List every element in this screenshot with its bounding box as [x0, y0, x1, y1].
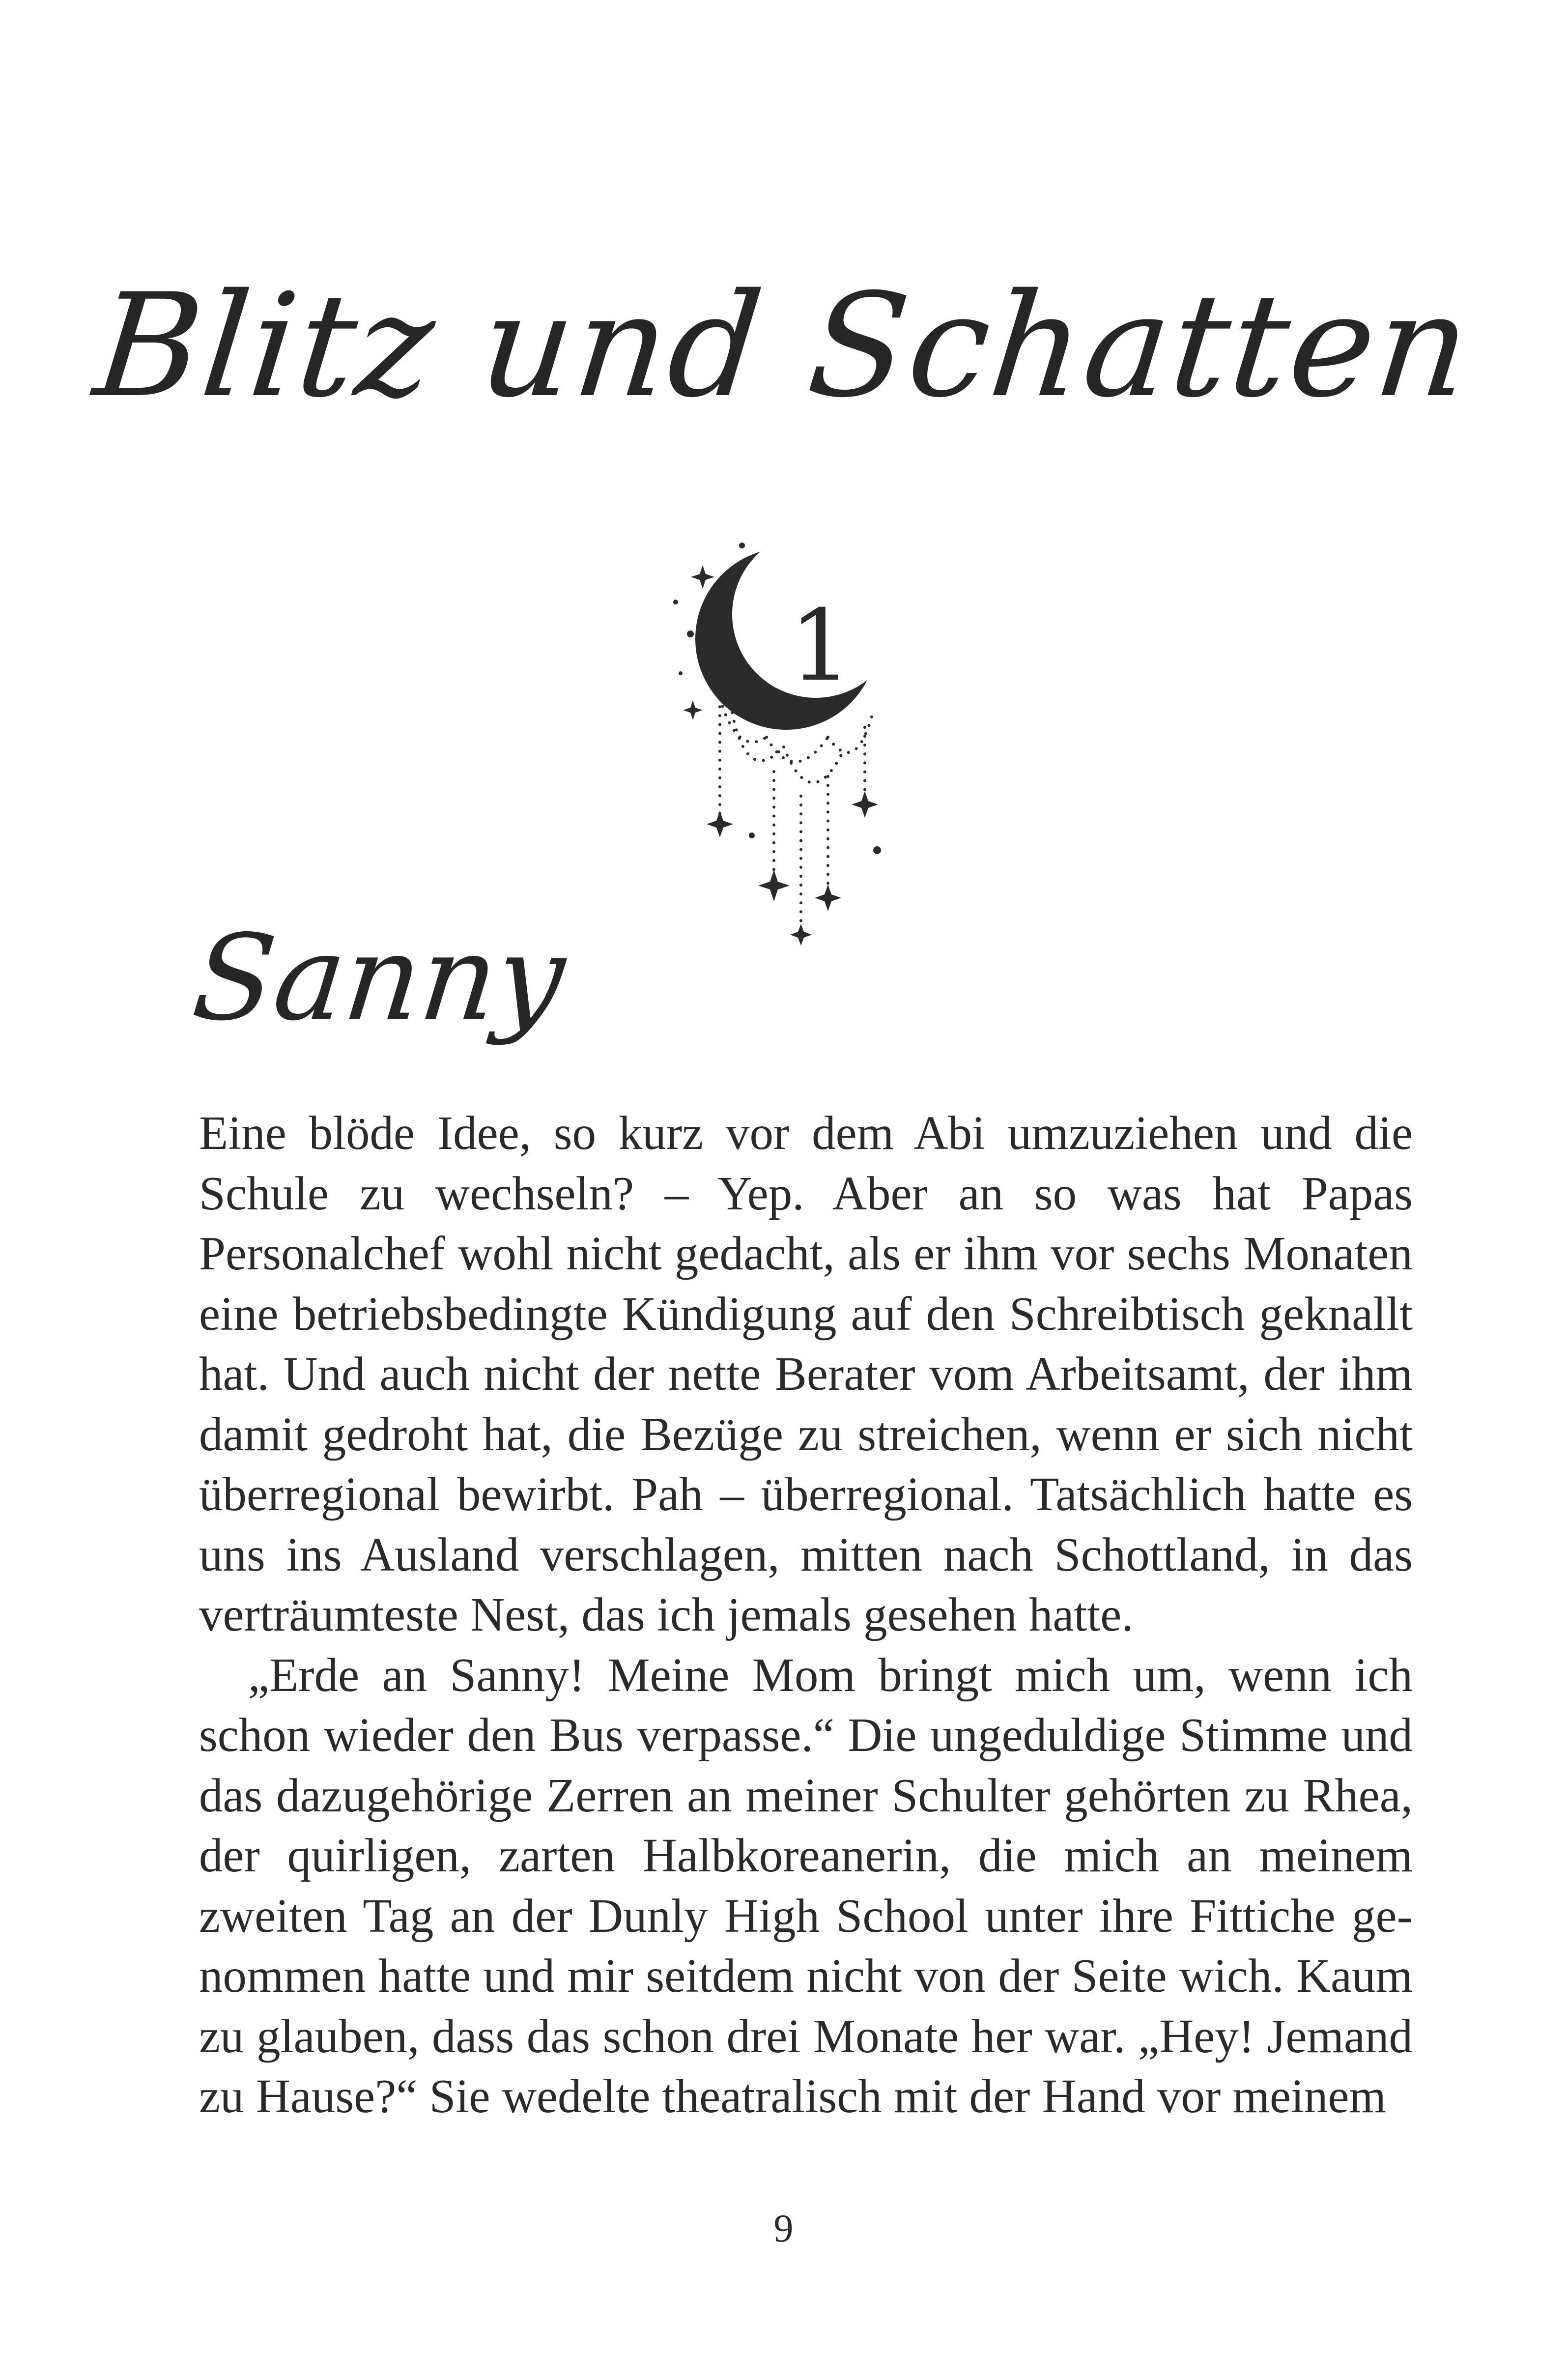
paragraph: „Erde an Sanny! Meine Mom bringt mich um, wenn ich schon wieder den Bus verpasse.“ Die ungeduldige Stimme und das dazugehörige Zerren an meiner Schulter gehörten zu Rhea, der quirligen, zarten Halbkoreanerin, die mich an meinem zweiten Tag an der Dunly High School unter ihre Fittiche genommen hatte und mir seitdem nicht von der Seite wich. Kaum zu glauben, dass das schon drei Monate her war. „Hey! Jemand zu Hause?“ Sie wedelte theatralisch mit der Hand vor meinem	[199, 1648, 1413, 2122]
chapter-number: 1	[789, 589, 852, 703]
paragraph: Eine blöde Idee, so kurz vor dem Abi umzuziehen und die Schule zu wechseln? – Yep. Aber an so was hat Papas Personalchef wohl nicht gedacht, als er ihm vor sechs Monaten eine betriebsbedingte Kündigung auf den Schreibtisch geknallt hat. Und auch nicht der nette Berater vom Arbeitsamt, der ihm damit gedroht hat, die Bezüge zu streichen, wenn er sich nicht überregional bewirbt. Pah – überregional. Tatsächlich hatte es uns ins Ausland verschlagen, mitten nach Schottland, in das verträumteste Nest, das ich jemals gesehen hatte.	[199, 1107, 1413, 1641]
chapter-body-text	[199, 1103, 1413, 2127]
book-title: Blitz und Schatten	[87, 263, 1480, 429]
page-number: 9	[773, 2207, 794, 2250]
pov-character-name: Sanny	[187, 909, 571, 1047]
